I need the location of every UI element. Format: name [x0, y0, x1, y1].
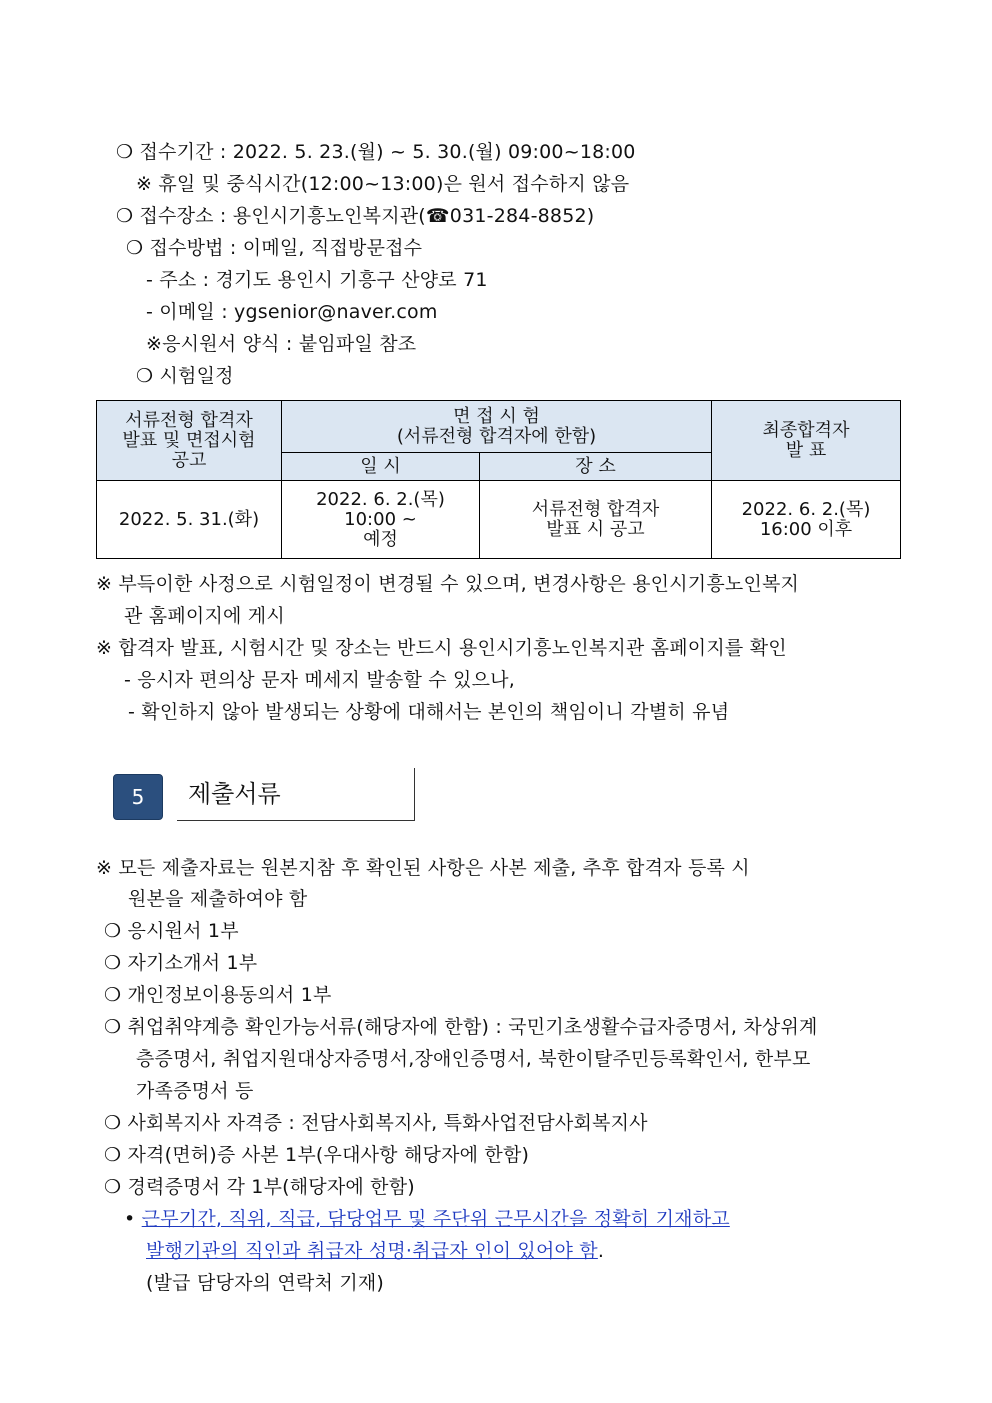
career-note-text-1: 근무기간, 직위, 직급, 담당업무 및 주단위 근무시간을 정확히 기재하고 [141, 1208, 730, 1230]
cell-doc-result-date: 2022. 5. 31.(화) [97, 481, 282, 559]
header-location: 장 소 [480, 453, 712, 481]
header-doc-result [97, 401, 282, 481]
section-title: 제출서류 [177, 768, 415, 821]
header-final-result-line2: 발 표 [785, 439, 827, 461]
reception-period: ❍ 접수기간 : 2022. 5. 23.(월) ~ 5. 30.(월) 09:00~18:00 [116, 141, 636, 163]
exam-schedule-table [96, 400, 901, 559]
header-interview [282, 401, 712, 453]
note-schedule-change-cont: 관 홈페이지에 게시 [124, 605, 285, 627]
note-check-homepage: ※ 합격자 발표, 시험시간 및 장소는 반드시 용인시기흥노인복지관 홈페이지를 확인 [96, 637, 787, 659]
doc-item: ❍ 자격(면허)증 사본 1부(우대사항 해당자에 한함) [104, 1144, 530, 1166]
doc-item: ❍ 사회복지사 자격증 : 전담사회복지사, 특화사업전담사회복지사 [104, 1112, 648, 1134]
reception-place: ❍ 접수장소 : 용인시기흥노인복지관(☎031-284-8852) [116, 205, 595, 227]
cell-location-line1: 서류전형 합격자 [531, 498, 660, 520]
header-interview-line2: (서류전형 합격자에 한함) [396, 425, 597, 447]
doc-item: ❍ 개인정보이용동의서 1부 [104, 984, 332, 1006]
doc-item-cont: 가족증명서 등 [136, 1080, 254, 1102]
doc-item-cont: 층증명서, 취업지원대상자증명서,장애인증명서, 북한이탈주민등록확인서, 한부모 [136, 1048, 811, 1070]
cell-interview-datetime [282, 481, 480, 559]
reception-email: - 이메일 : ygsenior@naver.com [146, 301, 438, 323]
header-doc-result-line2: 발표 및 면접시험 [122, 429, 256, 451]
cell-interview-note: 예정 [363, 528, 398, 550]
header-doc-result-line3: 공고 [171, 449, 207, 471]
career-note-line3: (발급 담당자의 연락처 기재) [146, 1272, 385, 1294]
career-note-line2 [146, 1238, 604, 1264]
section-number-badge: 5 [113, 774, 163, 820]
career-note-line1 [124, 1206, 730, 1232]
cell-final-result [712, 481, 901, 559]
cell-interview-location [480, 481, 712, 559]
note-responsibility: - 확인하지 않아 발생되는 상황에 대해서는 본인의 책임이니 각별히 유념 [128, 701, 730, 723]
cell-location-line2: 발표 시 공고 [546, 518, 645, 540]
application-form-note: ※응시원서 양식 : 붙임파일 참조 [146, 333, 417, 355]
doc-item: ❍ 응시원서 1부 [104, 920, 239, 942]
header-interview-line1: 면 접 시 험 [453, 405, 540, 427]
doc-item: ❍ 경력증명서 각 1부(해당자에 한함) [104, 1176, 415, 1198]
cell-final-time: 16:00 이후 [759, 518, 853, 540]
doc-item: ❍ 취업취약계층 확인가능서류(해당자에 한함) : 국민기초생활수급자증명서, 차상위계 [104, 1016, 818, 1038]
note-sms: - 응시자 편의상 문자 메세지 발송할 수 있으나, [124, 669, 515, 691]
header-final-result [712, 401, 901, 481]
reception-method: ❍ 접수방법 : 이메일, 직접방문접수 [126, 237, 423, 259]
header-final-result-line1: 최종합격자 [762, 419, 850, 441]
bullet-icon: • [124, 1208, 136, 1230]
cell-final-date: 2022. 6. 2.(목) [741, 498, 871, 520]
cell-interview-date: 2022. 6. 2.(목) [316, 488, 445, 510]
submission-note-cont: 원본을 제출하여야 함 [128, 888, 308, 910]
exam-schedule-heading: ❍ 시험일정 [136, 365, 234, 387]
header-datetime: 일 시 [282, 453, 480, 481]
career-note-period: . [597, 1240, 605, 1262]
career-note-text-2: 발행기관의 직인과 취급자 성명·취급자 인이 있어야 함 [146, 1240, 598, 1262]
reception-address: - 주소 : 경기도 용인시 기흥구 산양로 71 [146, 269, 488, 291]
header-doc-result-line1: 서류전형 합격자 [125, 409, 253, 431]
reception-period-note: ※ 휴일 및 중식시간(12:00~13:00)은 원서 접수하지 않음 [136, 173, 630, 195]
submission-note: ※ 모든 제출자료는 원본지참 후 확인된 사항은 사본 제출, 추후 합격자 등록 시 [96, 857, 750, 879]
note-schedule-change: ※ 부득이한 사정으로 시험일정이 변경될 수 있으며, 변경사항은 용인시기흥노인복지 [96, 573, 800, 595]
cell-interview-time: 10:00 ~ [344, 508, 417, 530]
doc-item: ❍ 자기소개서 1부 [104, 952, 258, 974]
